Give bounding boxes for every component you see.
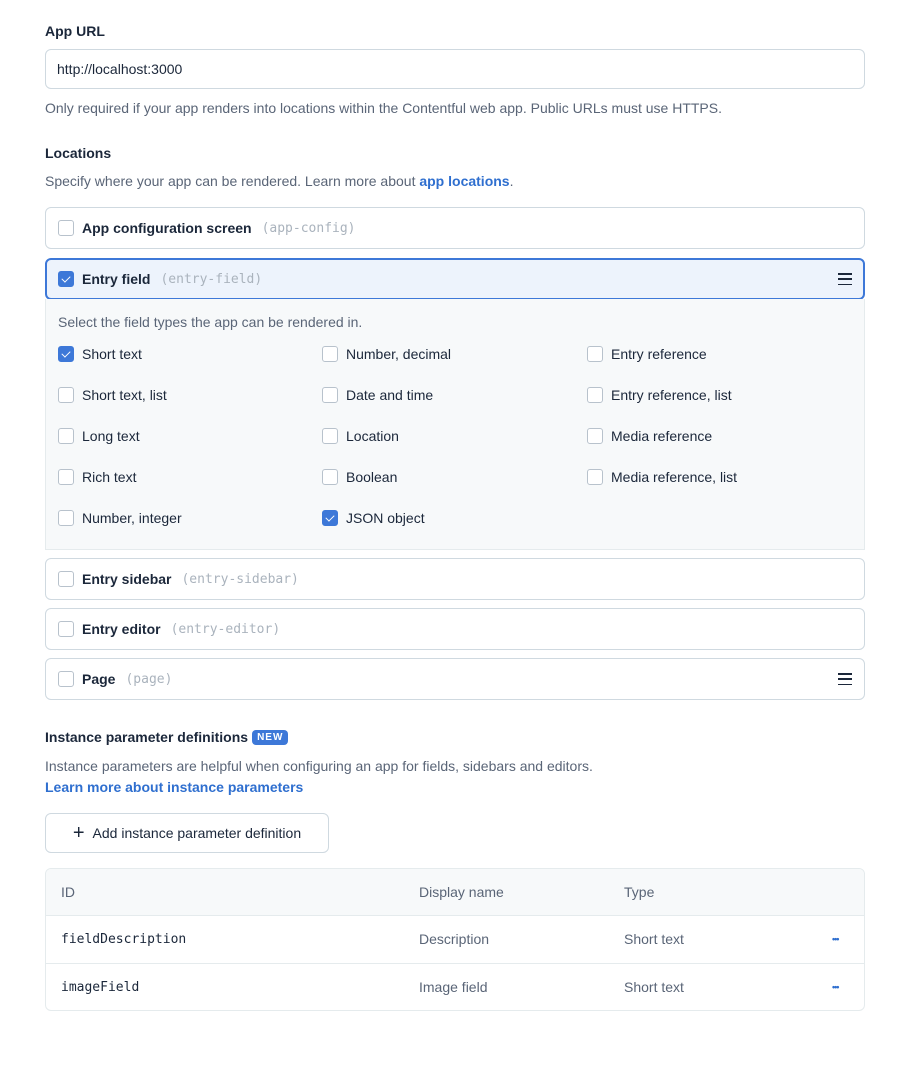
field-type-option[interactable] [58, 428, 140, 444]
instance-params-heading [45, 729, 288, 745]
field-type-label: Media reference [611, 428, 713, 444]
location-entry-field[interactable] [45, 258, 865, 300]
location-name: Entry sidebar [82, 571, 172, 587]
location-page[interactable] [45, 658, 865, 700]
checkbox[interactable] [587, 428, 603, 444]
list-icon[interactable] [838, 673, 852, 685]
location-name: Entry field [82, 271, 151, 287]
location-name: Entry editor [82, 621, 161, 637]
cell-id: fieldDescription [61, 932, 187, 947]
table-row [46, 915, 864, 963]
checkbox[interactable] [58, 621, 74, 637]
button-label: Add instance parameter definition [92, 825, 302, 841]
location-name: Page [82, 671, 116, 687]
app-url-help: Only required if your app renders into locations within the Contentful web app. Public URLs must use HTTPS. [45, 100, 722, 116]
more-actions-icon[interactable]: ••• [832, 982, 839, 992]
checkbox[interactable] [322, 469, 338, 485]
field-type-option[interactable] [58, 387, 167, 403]
table-row [46, 963, 864, 1011]
more-actions-icon[interactable]: ••• [832, 934, 839, 944]
field-type-label: Long text [82, 428, 140, 444]
checkbox[interactable] [322, 428, 338, 444]
checkbox[interactable] [587, 346, 603, 362]
location-entry-editor[interactable] [45, 608, 865, 650]
field-type-option[interactable] [58, 469, 136, 485]
column-header-type: Type [624, 884, 655, 900]
checkbox[interactable] [587, 387, 603, 403]
table-header [46, 869, 864, 915]
checkbox[interactable] [58, 271, 74, 287]
cell-id: imageField [61, 980, 140, 995]
field-type-label: Short text, list [82, 387, 167, 403]
checkbox[interactable] [58, 671, 74, 687]
location-entry-sidebar[interactable] [45, 558, 865, 600]
field-types-help: Select the field types the app can be rendered in. [58, 314, 363, 330]
new-badge: NEW [252, 730, 288, 745]
instance-params-label: Instance parameter definitions [45, 729, 249, 745]
field-type-option[interactable] [587, 428, 712, 444]
instance-params-table [45, 868, 865, 1011]
location-app-config[interactable] [45, 207, 865, 249]
checkbox[interactable] [58, 220, 74, 236]
cell-display-name: Image field [419, 979, 488, 995]
field-type-label: Number, integer [82, 510, 182, 526]
field-type-option[interactable] [58, 510, 182, 526]
checkbox[interactable] [322, 387, 338, 403]
field-type-label: Number, decimal [346, 346, 452, 362]
field-type-label: Entry reference [611, 346, 707, 362]
checkbox[interactable] [58, 346, 74, 362]
instance-params-help: Instance parameters are helpful when configuring an app for fields, sidebars and editors. [45, 758, 593, 774]
locations-help-end: . [509, 173, 514, 189]
field-type-option[interactable] [587, 469, 737, 485]
field-type-label: Location [346, 428, 399, 444]
checkbox[interactable] [58, 428, 74, 444]
location-name: App configuration screen [82, 220, 252, 236]
field-type-label: Media reference, list [611, 469, 738, 485]
field-type-label: Date and time [346, 387, 434, 403]
plus-icon: + [72, 822, 85, 844]
field-type-label: Entry reference, list [611, 387, 732, 403]
cell-type: Short text [624, 979, 684, 995]
field-type-option[interactable] [322, 387, 433, 403]
checkbox[interactable] [322, 510, 338, 526]
field-type-label: Rich text [82, 469, 137, 485]
instance-params-link[interactable]: Learn more about instance parameters [45, 779, 304, 795]
checkbox[interactable] [587, 469, 603, 485]
field-type-label: Short text [82, 346, 142, 362]
location-code: (entry-sidebar) [181, 571, 299, 587]
checkbox[interactable] [58, 469, 74, 485]
field-type-option[interactable] [322, 510, 425, 526]
column-header-display-name: Display name [419, 884, 504, 900]
field-type-option[interactable] [587, 387, 732, 403]
column-header-id: ID [61, 884, 75, 900]
list-icon[interactable] [838, 273, 852, 285]
field-type-option[interactable] [322, 428, 399, 444]
app-url-label: App URL [45, 23, 105, 39]
field-type-option[interactable] [587, 346, 707, 362]
field-type-label: JSON object [346, 510, 425, 526]
checkbox[interactable] [58, 510, 74, 526]
app-url-input[interactable]: http://localhost:3000 [45, 49, 865, 89]
field-type-option[interactable] [322, 346, 451, 362]
locations-help-text: Specify where your app can be rendered. Learn more about [45, 173, 420, 189]
checkbox[interactable] [322, 346, 338, 362]
app-locations-link[interactable]: app locations [419, 173, 510, 189]
field-type-option[interactable] [58, 346, 142, 362]
field-types-panel [45, 299, 865, 550]
locations-help [45, 173, 513, 189]
add-instance-parameter-button[interactable] [45, 813, 329, 853]
cell-display-name: Description [419, 931, 490, 947]
cell-type: Short text [624, 931, 684, 947]
location-code: (entry-editor) [170, 621, 281, 637]
field-type-option[interactable] [322, 469, 397, 485]
field-type-label: Boolean [346, 469, 398, 485]
location-code: (page) [125, 671, 173, 687]
checkbox[interactable] [58, 387, 74, 403]
location-code: (app-config) [261, 220, 356, 236]
checkbox[interactable] [58, 571, 74, 587]
location-code: (entry-field) [160, 271, 263, 287]
locations-label: Locations [45, 145, 112, 161]
